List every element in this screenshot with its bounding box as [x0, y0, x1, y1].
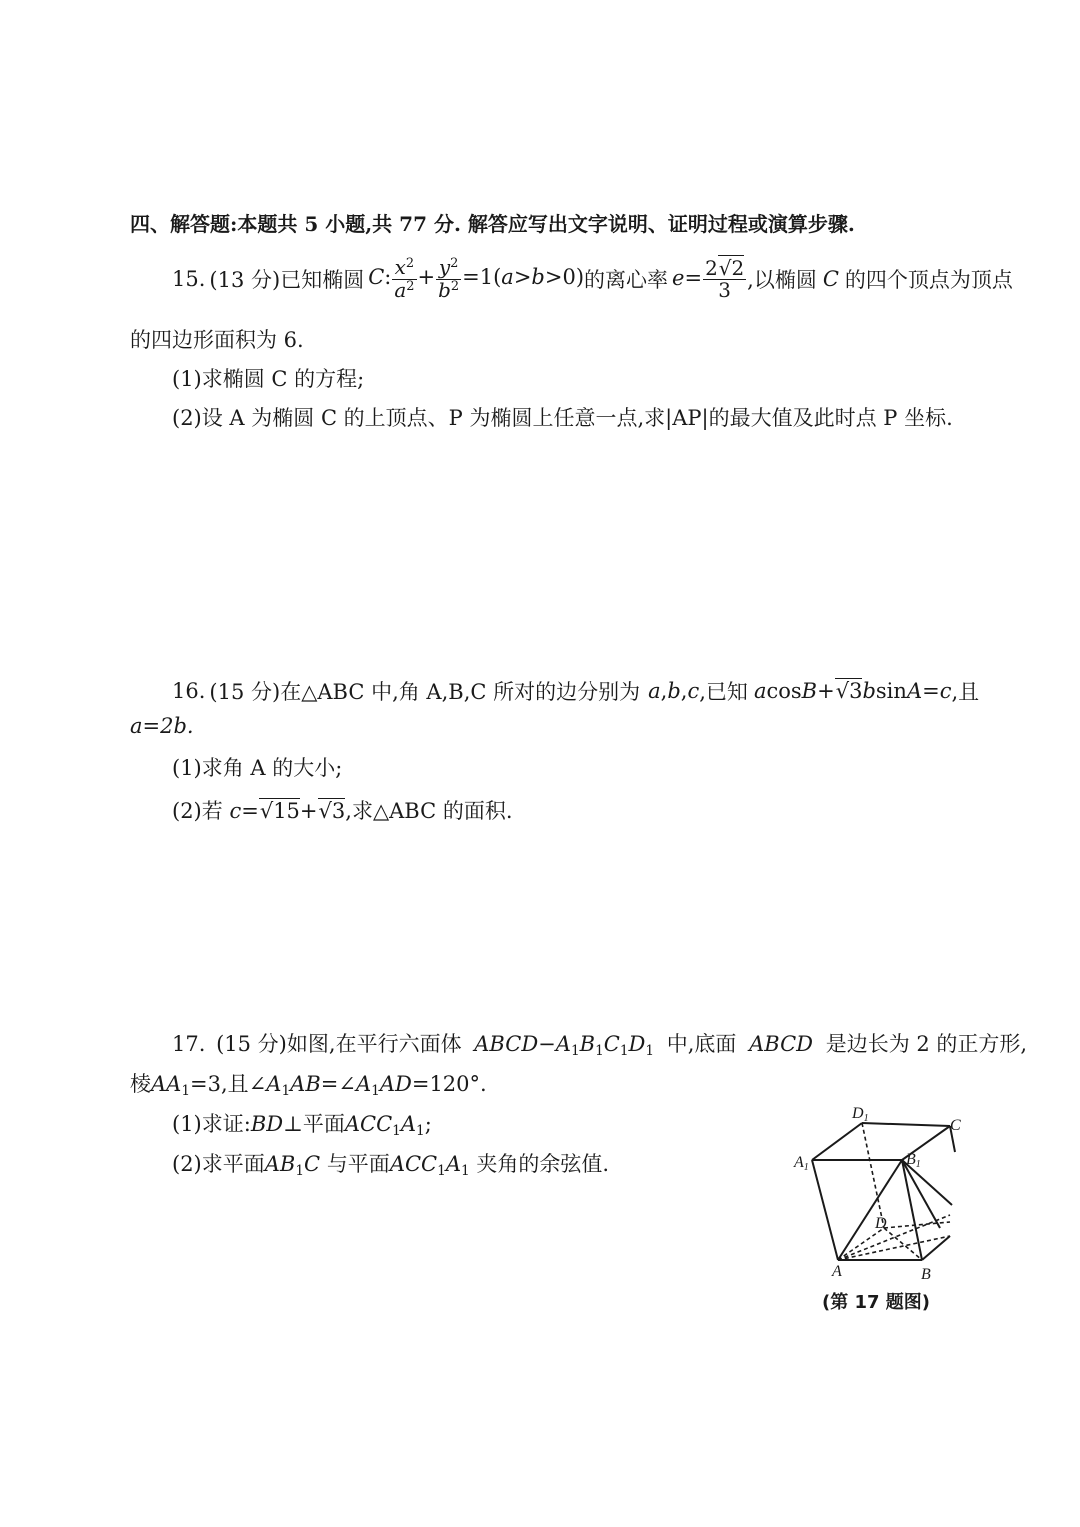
q17-part2-a: (2)求平面 — [172, 1152, 265, 1176]
q17-part2-c: 夹角的余弦值. — [476, 1152, 610, 1176]
q17-part1-b: ⊥平面 — [283, 1112, 345, 1136]
q17-text-a: 如图,在平行六面体 — [286, 1032, 462, 1056]
q17-text-b: 中,底面 — [666, 1032, 737, 1056]
label-C: C — [950, 1117, 961, 1134]
parallelepiped-figure — [790, 1100, 970, 1285]
q16-number: 16. — [172, 679, 206, 703]
q17-part1-a: (1)求证: — [172, 1112, 251, 1136]
q16-line2: a=2b. — [130, 714, 194, 738]
q17-number: 17. — [172, 1032, 206, 1056]
label-B: B — [921, 1266, 931, 1283]
q16-part1: (1)求角 A 的大小; — [172, 756, 343, 780]
q15-text-c: ,以椭圆 — [747, 268, 817, 292]
q16-text-a: 在△ABC 中,角 A,B,C 所对的边分别为 — [280, 680, 641, 704]
q17-part1: (1)求证:BD⊥平面$ACC_1A_1$; — [172, 1112, 432, 1140]
q17-part2-b: 与平面 — [326, 1152, 390, 1176]
q17-line2-a: 棱 — [130, 1072, 151, 1096]
label-D: D — [875, 1215, 887, 1232]
q15-part2: (2)设 A 为椭圆 C 的上顶点、P 为椭圆上任意一点,求|AP|的最大值及此时点 P 坐标. — [172, 406, 953, 430]
section-header: 四、解答题:本题共 5 小题,共 77 分. 解答应写出文字说明、证明过程或演算步骤. — [130, 212, 855, 236]
q17-line2: 棱$AA_1=3$,且$\angle A_1AB=\angle A_1AD=120^\circ$. — [130, 1072, 487, 1100]
q15-ellipse-equation: C: $\frac{x^2}{a^2}$ + $\frac{y^2}{b^2}$ =1(a>b>0) — [368, 255, 585, 302]
q16-text-c: ,且 — [951, 680, 980, 704]
label-B1: B1 — [906, 1151, 921, 1170]
q15-number: 15. — [172, 267, 206, 291]
q16-text-b: ,已知 — [699, 680, 748, 704]
q17-text-c: 是边长为 2 的正方形, — [825, 1032, 1028, 1056]
q16-line1: 16. (15 分) 在△ABC 中,角 A,B,C 所对的边分别为 a , b , c ,已知 acosB+√3bsinA=c ,且 — [172, 676, 979, 706]
q15-text-b: 的离心率 — [584, 268, 669, 292]
q16-condition: acosB+√3bsinA=c — [753, 679, 952, 703]
q15-text-d: 的四个顶点为顶点 — [844, 268, 1013, 292]
q17-score: (15 分) — [216, 1032, 287, 1056]
label-A: A — [832, 1263, 842, 1280]
q15-eccentricity: e= $\frac{2√2}{3}$ — [672, 255, 745, 302]
q15-line1: 15. (13 分) 已知椭圆 C: $\frac{x^2}{a^2}$ + $\frac{y^2}{b^2}$ =1(a>b>0) 的离心率 e= $\frac{2√2}{3}$ ,以椭圆 C 的四个顶点为顶点 — [172, 255, 1013, 302]
q17-line2-b: ,且 — [221, 1072, 249, 1096]
q16-c-value: c=√15+√3 — [229, 799, 346, 823]
q16-score: (15 分) — [209, 680, 281, 704]
q15-part1: (1)求椭圆 C 的方程; — [172, 367, 365, 391]
q17-part2: (2)求平面$AB_1C$ 与平面$ACC_1A_1$ 夹角的余弦值. — [172, 1152, 610, 1180]
q15-score: (13 分) — [209, 268, 281, 292]
q15-line2: 的四边形面积为 6. — [130, 328, 304, 352]
q16-part2-b: ,求△ABC 的面积. — [345, 799, 513, 823]
q15-text-a: 已知椭圆 — [280, 268, 365, 292]
q16-part2 — [172, 795, 513, 825]
q17-line1: 17. (15 分)如图,在平行六面体 $ABCD-A_1B_1C_1D_1$ 中,底面 ABCD 是边长为 2 的正方形, — [172, 1032, 1028, 1060]
figure-caption: (第 17 题图) — [822, 1292, 931, 1313]
label-D1: D1 — [852, 1105, 869, 1124]
label-A1: A1 — [794, 1154, 809, 1173]
q16-part2-a: (2)若 — [172, 799, 223, 823]
